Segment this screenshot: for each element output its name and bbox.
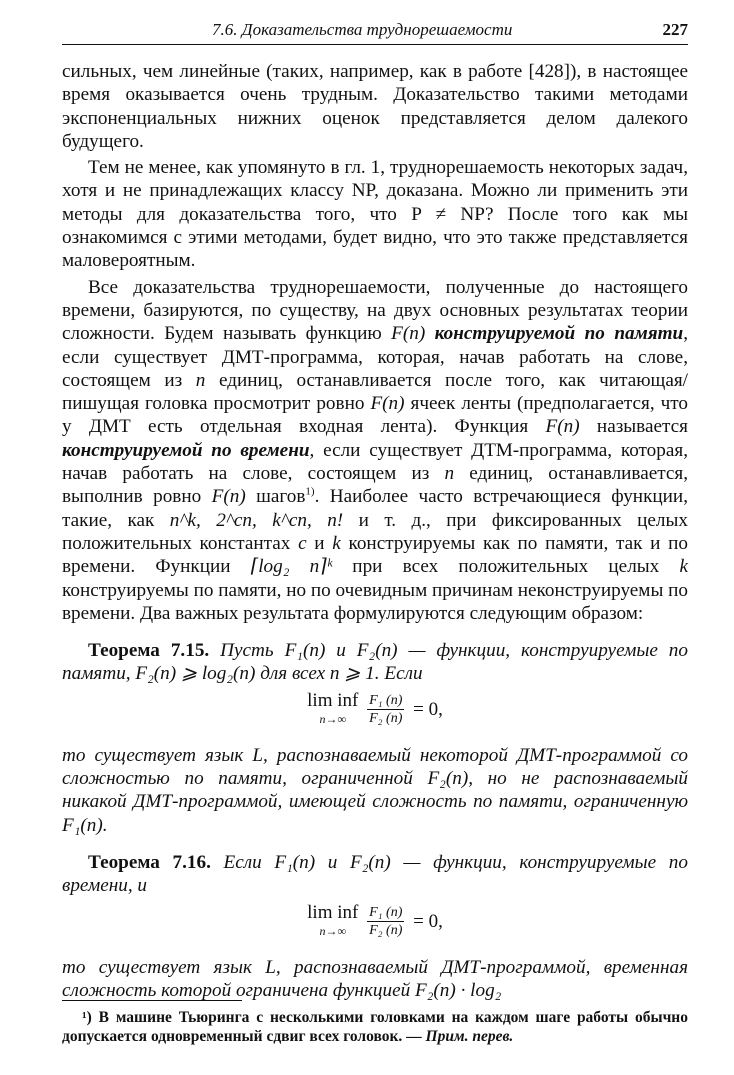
formula-liminf-2 bbox=[62, 898, 688, 956]
math-n: n bbox=[195, 369, 206, 391]
page-number: 227 bbox=[662, 20, 688, 39]
paragraph-2: Тем не менее, как упомянуто в гл. 1, труднорешаемость некоторых задач, хотя и не принадлежащих классу NP, доказана. Можно ли применить эти методы для доказательства того, что P ≠ NP? После того как мы ознакомимся с этими методами, будет видно, что это также представляется маловероятным. bbox=[62, 157, 688, 272]
text-run: ячеек ленты (предполагается, что у ДМТ есть отдельная входная лента). Функция bbox=[62, 393, 688, 438]
fraction bbox=[367, 692, 404, 727]
text-run: и т. д., при фиксированных целых положительных константах bbox=[62, 509, 688, 554]
theorem-heading: Теорема 7.16. bbox=[88, 851, 211, 873]
text-run: единиц, останавливается, выполнив ровно bbox=[62, 463, 689, 508]
term-space-constructible: конструируемой по памяти bbox=[425, 323, 684, 345]
text-run: конструируемы по памяти, но по очевидным причинам неконструируемы по времени. Два важных результата формулируются следующим образом: bbox=[62, 579, 688, 624]
math-c: c bbox=[298, 532, 307, 554]
fraction bbox=[367, 904, 404, 939]
text-run: , если существует ДТМ-программа, которая, начав работать на слове, состоящем из bbox=[62, 439, 688, 485]
equals-zero: = 0, bbox=[413, 698, 443, 720]
lim-text: lim inf bbox=[307, 689, 359, 711]
liminf-operator bbox=[307, 689, 359, 728]
footnote-text: В машине Тьюринга с несколькими головками на каждом шаге работы обычно допускается одновременный сдвиг всех головок. — bbox=[62, 1009, 688, 1045]
text-run: , если существует ДМТ-программа, которая, начав работать на слове, состоящем из bbox=[62, 323, 689, 391]
text-run: и bbox=[306, 532, 333, 554]
text-run: при всех положительных целых bbox=[332, 556, 680, 578]
header-title: 7.6. Доказательства труднорешаемости bbox=[212, 20, 513, 39]
text-run: называется bbox=[579, 416, 688, 438]
math-functions: n^k, 2^cn, k^cn, n! bbox=[169, 509, 344, 531]
equals-zero: = 0, bbox=[413, 910, 443, 932]
numerator: F₁ (n) bbox=[369, 693, 403, 709]
theorem-7-15-conclusion: то существует язык L, распознаваемый некоторой ДМТ-программой со сложностью по памяти, ограниченной F₂(n), но не распознаваемый никакой ДМТ-программой, имеющей сложность по памяти, ограниченную F₁(n). bbox=[62, 744, 688, 836]
liminf-operator bbox=[307, 901, 359, 940]
math-F: F(n) bbox=[370, 393, 405, 415]
theorem-7-16-conclusion: то существует язык L, распознаваемый ДМТ-программой, временная сложность которой ограничена функцией F₂(n) · log₂ bbox=[62, 956, 688, 1001]
paragraph-1: сильных, чем линейные (таких, например, как в работе [428]), в настоящее время оказывается очень трудным. Доказательство такими методами экспоненциальных нижних оценок представляется делом далекого будущего. bbox=[62, 61, 688, 152]
footnote-mark: ¹) bbox=[82, 1009, 92, 1026]
footnote-rule bbox=[62, 1000, 242, 1001]
theorem-statement: Пусть F₁(n) и F₂(n) — функции, конструируемые по памяти, F₂(n) ⩾ log₂(n) для всех n ⩾ 1. Если bbox=[62, 640, 688, 685]
theorem-7-15 bbox=[62, 639, 688, 686]
math-k: k bbox=[332, 532, 341, 554]
text-run: . Наиболее часто встречающиеся функции, такие, как bbox=[62, 486, 688, 531]
denominator: F₂ (n) bbox=[369, 923, 403, 938]
running-header bbox=[62, 10, 688, 45]
text-run: Все доказательства труднорешаемости, полученные до настоящего времени, базируются, по существу, на двух основных результатах теории сложности. Будем называть функцию bbox=[62, 276, 688, 345]
footnote-marker: 1) bbox=[305, 485, 315, 498]
numerator: F₁ (n) bbox=[369, 905, 403, 920]
math-F: F(n) bbox=[211, 486, 246, 508]
formula-liminf-1 bbox=[62, 686, 688, 744]
paragraph-3 bbox=[62, 276, 688, 625]
page-body bbox=[62, 60, 688, 1002]
math-n: n bbox=[444, 463, 455, 485]
theorem-statement: Если F₁(n) и F₂(n) — функции, конструируемые по времени, и bbox=[62, 851, 688, 897]
lim-subscript: n→∞ bbox=[319, 923, 347, 938]
text-run: единиц, останавливается после того, как читающая/пишущая головка просмотрит ровно bbox=[62, 369, 688, 415]
text-run: шагов bbox=[245, 486, 306, 508]
footnote-attribution: Прим. перев. bbox=[425, 1028, 514, 1045]
math-k: k bbox=[679, 556, 688, 578]
theorem-7-16 bbox=[62, 851, 688, 898]
lim-subscript: n→∞ bbox=[319, 711, 347, 726]
text-run: конструируемы как по памяти, так и по времени. Функции bbox=[62, 532, 688, 578]
theorem-heading: Теорема 7.15. bbox=[88, 640, 210, 662]
denominator: F₂ (n) bbox=[369, 711, 403, 727]
math-F: F(n) bbox=[545, 416, 580, 438]
lim-text: lim inf bbox=[307, 901, 359, 923]
math-ceil-log: ⌈log₂ n⌉ᵏ bbox=[250, 556, 333, 578]
math-F: F(n) bbox=[391, 323, 426, 345]
footnote bbox=[62, 1008, 688, 1046]
term-time-constructible: конструируемой по времени bbox=[62, 439, 310, 461]
